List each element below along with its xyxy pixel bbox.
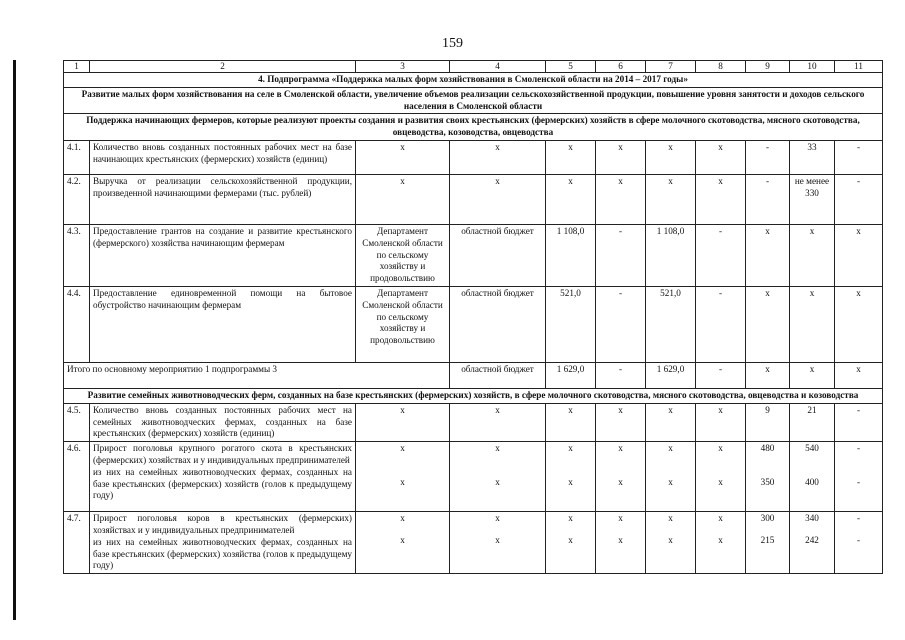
funding-source-cell: областной бюджет [450,362,546,388]
row-number: 4.1. [64,140,90,174]
row-number: 4.4. [64,286,90,362]
row-number: 4.7. [64,512,90,574]
cell-main: х [668,443,673,454]
cell-main: 480 [760,443,775,454]
cell-main: х [718,443,723,454]
col-header: 4 [450,61,546,73]
cell-sub: х [495,534,500,545]
cell: х [546,403,596,441]
table-row [64,442,883,512]
row-name [90,442,356,512]
section2-row [64,388,883,403]
row-name-main: Прирост поголовья коров в крестьянских (фермерских) хозяйствах и у индивидуальных предпринимателей [93,513,352,535]
col-header: 3 [356,61,450,73]
col-header: 6 [596,61,646,73]
cell-sub: х [618,534,623,545]
cell: х [790,224,835,286]
goal-title: Развитие малых форм хозяйствования на селе в Смоленской области, увеличение объемов реализации сельскохозяйственной продукции, повышение уровня занятости и доходов сельского населения в Смоленской области [64,87,883,114]
row-number: 4.2. [64,174,90,224]
cell: 1 108,0 [646,224,696,286]
cell [835,442,883,512]
page-number: 159 [442,36,463,51]
row-number: 4.6. [64,442,90,512]
cell: х [696,140,746,174]
cell-main: х [618,443,623,454]
cell: х [646,174,696,224]
cell-main: 540 [805,443,819,454]
cell: - [746,140,790,174]
total-label: Итого по основному мероприятию 1 подпрограммы 3 [64,362,450,388]
col-header: 1 [64,61,90,73]
funding-source-cell: областной бюджет [450,224,546,286]
cell-main: х [618,513,623,524]
responsible-cell: Департамент Смоленской области по сельскому хозяйству и продовольствию [356,286,450,362]
table-row [64,174,883,224]
col-header: 11 [835,61,883,73]
cell: не менее 330 [790,174,835,224]
cell-sub: х [400,534,405,545]
cell [546,512,596,574]
cell-main: х [568,513,573,524]
cell: х [696,174,746,224]
cell: 521,0 [646,286,696,362]
cell [746,442,790,512]
cell [596,512,646,574]
cell: 9 [746,403,790,441]
cell-sub: 350 [760,476,775,487]
cell [596,442,646,512]
cell-sub: х [618,476,623,487]
cell-sub: х [718,534,723,545]
cell-main: х [495,443,500,454]
table-row [64,403,883,441]
col-header: 10 [790,61,835,73]
cell [450,442,546,512]
col-header: 9 [746,61,790,73]
section1-title: Поддержка начинающих фермеров, которые реализуют проекты создания и развития своих крестьянских (фермерских) хозяйств в сфере молочного скотоводства, мясного скотоводства, овцеводства, козоводства, овцеводства [64,114,883,141]
cell: - [746,174,790,224]
cell: х [596,403,646,441]
cell [646,512,696,574]
col-header: 8 [696,61,746,73]
col-header: 5 [546,61,596,73]
cell [356,512,450,574]
cell [835,512,883,574]
cell: х [746,224,790,286]
table-row [64,286,883,362]
cell: х [356,174,450,224]
subprogram-title-row [64,73,883,88]
cell: - [596,362,646,388]
cell [790,442,835,512]
cell: 21 [790,403,835,441]
cell: 521,0 [546,286,596,362]
cell-sub: х [718,476,723,487]
row-name: Предоставление единовременной помощи на бытовое обустройство начинающим фермерам [90,286,356,362]
cell: х [835,362,883,388]
goal-row [64,87,883,114]
cell [696,442,746,512]
cell: 33 [790,140,835,174]
cell: х [546,140,596,174]
cell-sub: х [668,476,673,487]
cell: - [835,174,883,224]
cell: - [696,224,746,286]
row-number: 4.5. [64,403,90,441]
cell-main: х [718,513,723,524]
cell-sub: 215 [760,534,775,545]
cell-main: х [668,513,673,524]
cell: - [835,140,883,174]
row-name-sub: из них на семейных животноводческих фермах, созданных на базе крестьянских (фермерских) хозяйств (голов к предыдущему году) [93,466,352,501]
row-name [90,512,356,574]
cell: х [790,286,835,362]
subprogram-title: 4. Подпрограмма «Поддержка малых форм хозяйствования в Смоленской области на 2014 – 2017 годы» [64,73,883,88]
cell-sub: 242 [805,534,819,545]
cell: х [835,224,883,286]
cell-sub: - [856,476,861,487]
cell: х [646,140,696,174]
cell-sub: х [568,476,573,487]
row-name-sub: из них на семейных животноводческих фермах, созданных на базе крестьянских (фермерских) хозяйства (голов к предыдущему году) [93,536,352,571]
cell: - [696,362,746,388]
row-name-main: Прирост поголовья крупного рогатого скота в крестьянских (фермерских) хозяйствах и у индивидуальных предпринимателей [93,443,352,465]
cell-sub: х [568,534,573,545]
cell [450,512,546,574]
cell-sub: х [668,534,673,545]
left-margin-bar [13,60,16,620]
table-row [64,512,883,574]
row-name: Предоставление грантов на создание и развитие крестьянского (фермерского) хозяйства начинающим фермерам [90,224,356,286]
cell-main: - [856,513,861,524]
cell: - [835,403,883,441]
responsible-cell: Департамент Смоленской области по сельскому хозяйству и продовольствию [356,224,450,286]
col-header: 2 [90,61,356,73]
cell: х [356,403,450,441]
cell: х [450,174,546,224]
cell-sub: 400 [805,476,819,487]
cell: х [790,362,835,388]
row-number: 4.3. [64,224,90,286]
cell-main: - [856,443,861,454]
cell: х [596,140,646,174]
cell: 1 108,0 [546,224,596,286]
cell-sub: х [495,476,500,487]
cell: 1 629,0 [646,362,696,388]
cell-main: х [400,443,405,454]
cell-main: х [400,513,405,524]
section2-title: Развитие семейных животноводческих ферм, созданных на базе крестьянских (фермерских) хозяйств, в сфере молочного скотоводства, мясного скотоводства, овцеводства и козоводства [64,388,883,403]
funding-source-cell: областной бюджет [450,286,546,362]
table-row [64,140,883,174]
cell: х [696,403,746,441]
cell: х [835,286,883,362]
cell-main: 340 [805,513,819,524]
cell: - [596,224,646,286]
program-table [63,60,883,574]
cell-sub: х [400,476,405,487]
cell-sub: - [856,534,861,545]
cell: х [746,362,790,388]
cell [646,442,696,512]
cell: х [356,140,450,174]
col-header: 7 [646,61,696,73]
cell: - [596,286,646,362]
row-name: Выручка от реализации сельскохозяйственной продукции, произведенной начинающими фермерами (тыс. рублей) [90,174,356,224]
column-number-row [64,61,883,73]
cell-main: 300 [760,513,775,524]
cell: х [450,140,546,174]
row-name: Количество вновь созданных постоянных рабочих мест на базе начинающих крестьянских (фермерских) хозяйств (единиц) [90,140,356,174]
cell-main: х [568,443,573,454]
table-row [64,224,883,286]
cell: х [596,174,646,224]
cell: х [546,174,596,224]
cell [546,442,596,512]
row-name: Количество вновь созданных постоянных рабочих мест на семейных животноводческих фермах, созданных на базе крестьянских (фермерских) хозяйств (единиц) [90,403,356,441]
cell: х [450,403,546,441]
cell [696,512,746,574]
cell: х [746,286,790,362]
cell-main: х [495,513,500,524]
cell [746,512,790,574]
total-row [64,362,883,388]
cell: - [696,286,746,362]
cell [790,512,835,574]
section1-row [64,114,883,141]
cell: х [646,403,696,441]
cell: 1 629,0 [546,362,596,388]
cell [356,442,450,512]
